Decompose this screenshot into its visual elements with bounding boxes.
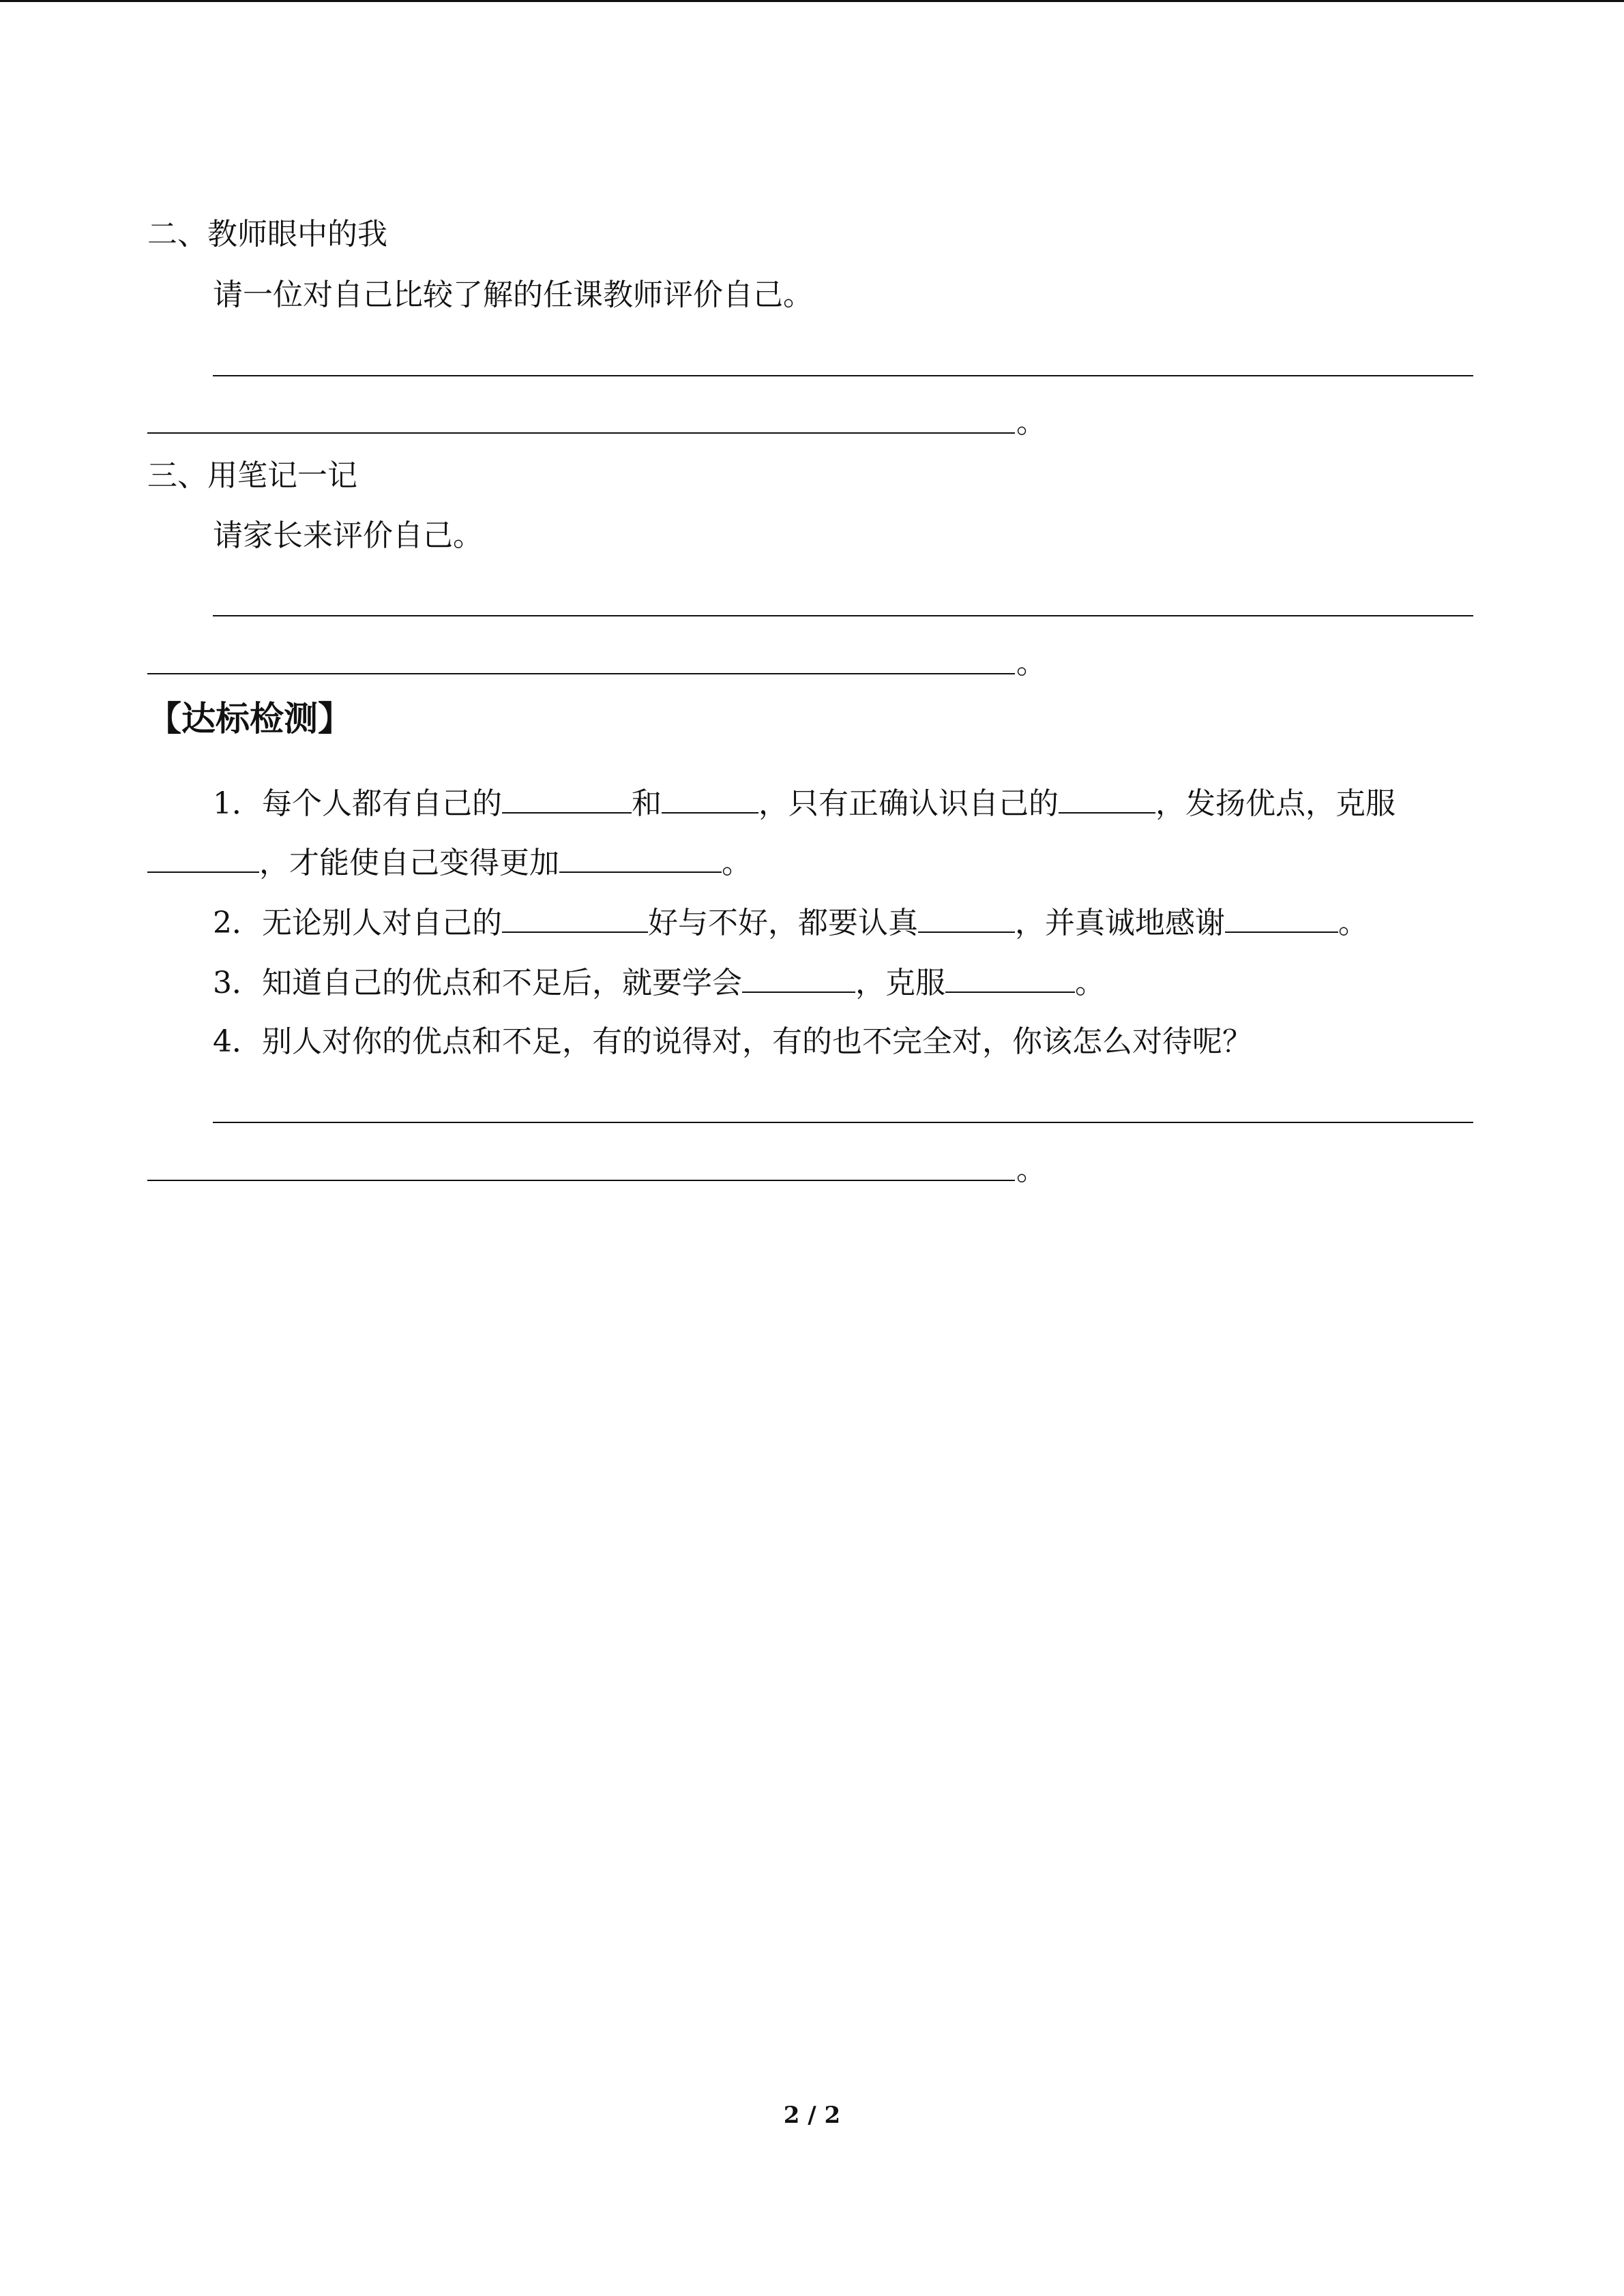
answer-line-2[interactable] (147, 432, 1015, 434)
fill-blank[interactable] (559, 841, 722, 873)
question-3-text: ，克服 (855, 966, 945, 1000)
question-1-cont (147, 841, 752, 884)
assessment-heading: 【达标检测】 (147, 699, 352, 739)
section-prompt-teacher: 请一位对自己比较了解的任课教师评价自己。 (213, 278, 813, 312)
page-top-border (0, 0, 1624, 2)
question-3-text: 3．知道自己的优点和不足后，就要学会 (213, 966, 742, 1000)
question-2 (213, 901, 1368, 944)
question-2-text: 好与不好，都要认真 (648, 906, 918, 940)
section-prompt-parent: 请家长来评价自己。 (213, 518, 483, 553)
answer-line-3[interactable] (213, 615, 1473, 616)
page-number: 2 / 2 (783, 2102, 841, 2129)
fill-blank[interactable] (918, 901, 1015, 933)
question-1-text: ，才能使自己变得更加 (259, 846, 559, 880)
fill-blank[interactable] (1225, 901, 1338, 933)
answer-line-6[interactable] (147, 1180, 1015, 1181)
question-2-text: 。 (1338, 906, 1368, 940)
question-2-text: ，并真诚地感谢 (1015, 906, 1225, 940)
fill-blank[interactable] (147, 841, 259, 873)
fill-blank[interactable] (1059, 782, 1155, 814)
answer-line-1[interactable] (213, 375, 1473, 376)
question-3-text: 。 (1075, 966, 1105, 1000)
answer-line-5[interactable] (213, 1122, 1473, 1123)
fill-blank[interactable] (662, 782, 758, 814)
question-1-text: 1．每个人都有自己的 (213, 786, 502, 821)
section-title-teacher: 二、教师眼中的我 (147, 217, 387, 252)
question-1-text: 。 (722, 846, 752, 880)
question-1-text: ，发扬优点，克服 (1155, 786, 1396, 821)
end-mark: 。 (1016, 405, 1046, 440)
question-4: 4．别人对你的优点和不足，有的说得对，有的也不完全对，你该怎么对待呢？ (213, 1024, 1252, 1059)
fill-blank[interactable] (502, 901, 648, 933)
answer-line-4[interactable] (147, 673, 1015, 674)
end-mark: 。 (1016, 646, 1046, 681)
question-3 (213, 961, 1105, 1004)
section-title-notes: 三、用笔记一记 (147, 458, 357, 493)
fill-blank[interactable] (502, 782, 632, 814)
question-2-text: 2．无论别人对自己的 (213, 906, 502, 940)
fill-blank[interactable] (742, 961, 855, 993)
question-1-text: 和 (632, 786, 662, 821)
fill-blank[interactable] (945, 961, 1075, 993)
question-1 (213, 782, 1396, 824)
end-mark: 。 (1016, 1152, 1046, 1187)
question-1-text: ，只有正确认识自己的 (758, 786, 1059, 821)
